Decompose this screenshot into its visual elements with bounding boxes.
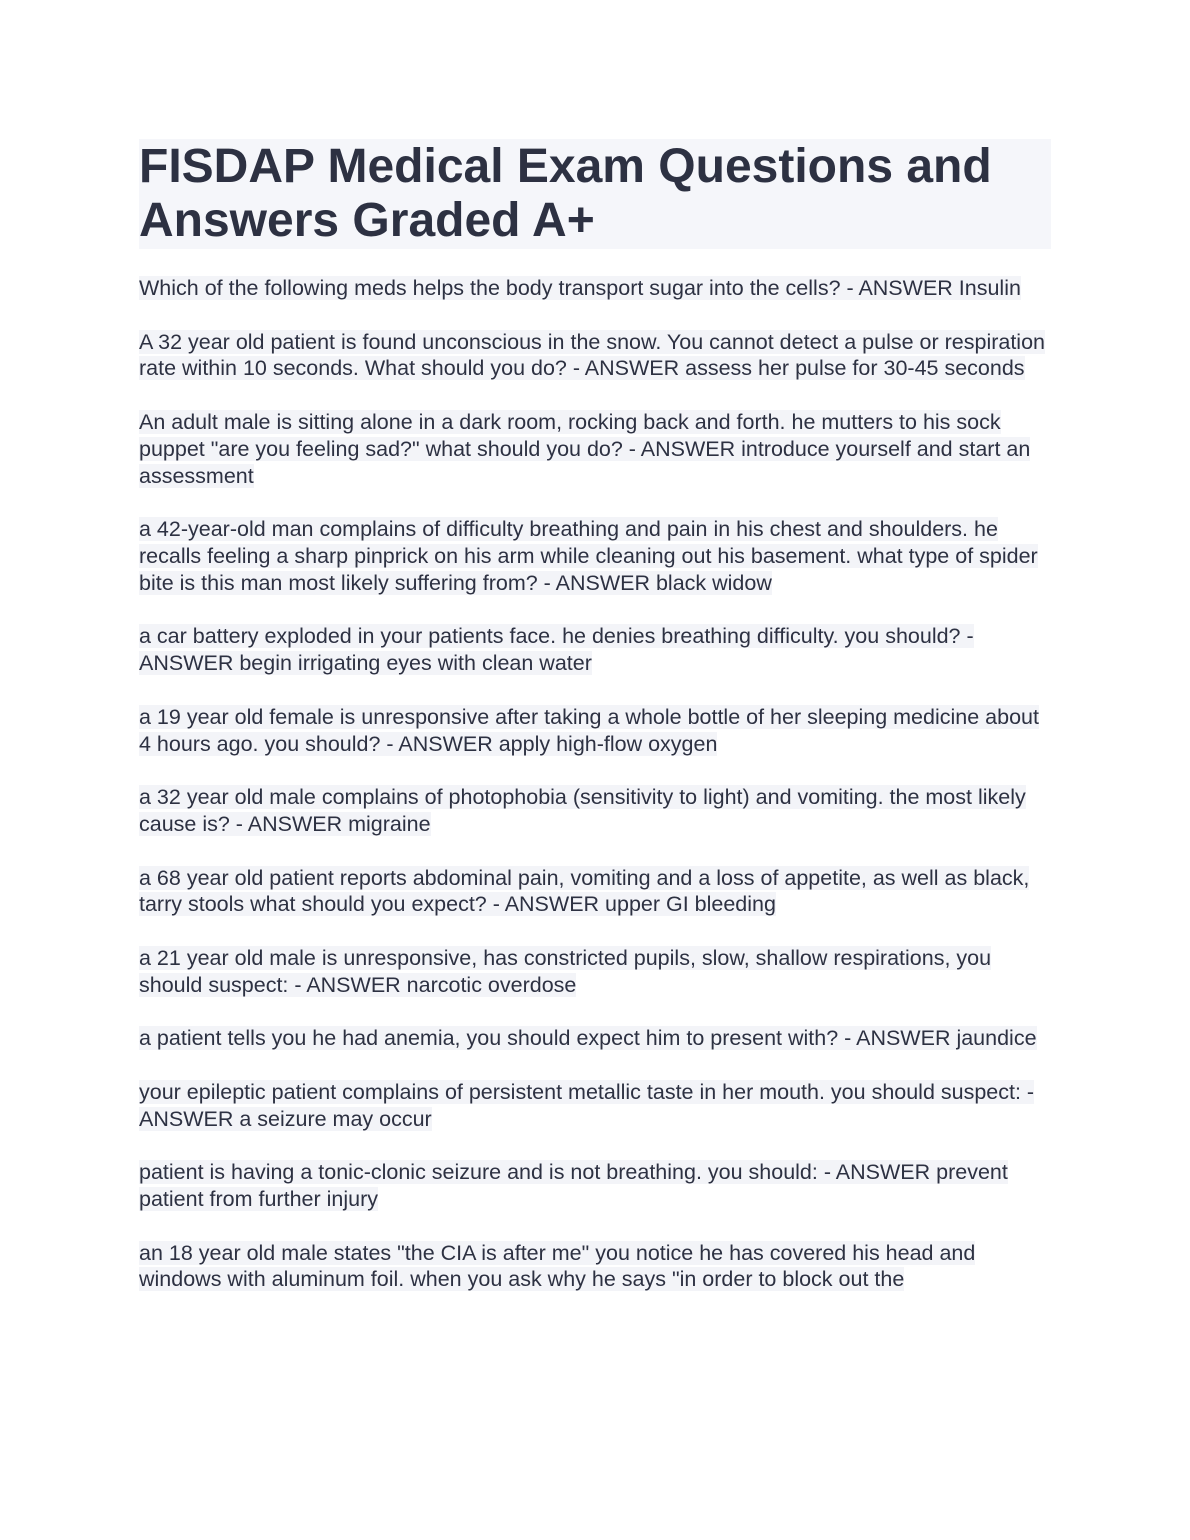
qa-text: a 32 year old male complains of photophobia (sensitivity to light) and vomiting. the most likely cause is? - ANSWER migraine [139, 785, 1026, 836]
qa-item [139, 704, 1051, 758]
qa-item [139, 623, 1051, 677]
qa-text: your epileptic patient complains of persistent metallic taste in her mouth. you should suspect: - ANSWER a seizure may occur [139, 1079, 1035, 1131]
qa-text: patient is having a tonic-clonic seizure and is not breathing. you should: - ANSWER prevent patient from further injury [139, 1160, 1008, 1212]
qa-item [139, 865, 1051, 919]
qa-item [139, 516, 1051, 596]
qa-item [139, 409, 1051, 489]
qa-text: an 18 year old male states "the CIA is after me" you notice he has covered his head and windows with aluminum foil. when you ask why he says "in order to block out the [139, 1240, 976, 1292]
qa-text: An adult male is sitting alone in a dark room, rocking back and forth. he mutters to his sock puppet "are you feeling sad?" what should you do? - ANSWER introduce yourself and start an assessment [139, 409, 1031, 488]
qa-text: a 68 year old patient reports abdominal pain, vomiting and a loss of appetite, as well as black, tarry stools what should you expect? - ANSWER upper GI bleeding [139, 865, 1030, 917]
qa-text: A 32 year old patient is found unconscious in the snow. You cannot detect a pulse or respiration rate within 10 seconds. What should you do? - ANSWER assess her pulse for 30-45 seconds [139, 329, 1046, 381]
qa-item [139, 1240, 1051, 1294]
qa-item [139, 1025, 1051, 1052]
document-title: FISDAP Medical Exam Questions and Answers Graded A+ [139, 139, 1051, 249]
qa-item [139, 1079, 1051, 1133]
qa-list [139, 275, 1051, 1293]
qa-text: a patient tells you he had anemia, you should expect him to present with? - ANSWER jaundice [139, 1026, 1037, 1051]
document-content [139, 139, 1051, 1320]
qa-text: a car battery exploded in your patients face. he denies breathing difficulty. you should? - ANSWER begin irrigating eyes with clean water [139, 624, 974, 676]
qa-text: a 19 year old female is unresponsive after taking a whole bottle of her sleeping medicine about 4 hours ago. you should? - ANSWER apply high-flow oxygen [139, 704, 1039, 756]
qa-text: Which of the following meds helps the body transport sugar into the cells? - ANSWER Insulin [139, 276, 1021, 300]
qa-item [139, 1159, 1051, 1213]
qa-item [139, 329, 1051, 383]
qa-text: a 21 year old male is unresponsive, has constricted pupils, slow, shallow respirations, you should suspect: - ANSWER narcotic overdose [139, 945, 992, 997]
qa-item [139, 945, 1051, 999]
qa-text: a 42-year-old man complains of difficulty breathing and pain in his chest and shoulders. he recalls feeling a sharp pinprick on his arm while cleaning out his basement. what type of spider bite is this man most likely suffering from? - ANSWER black widow [139, 517, 1038, 595]
qa-item [139, 784, 1051, 838]
qa-item [139, 275, 1051, 302]
